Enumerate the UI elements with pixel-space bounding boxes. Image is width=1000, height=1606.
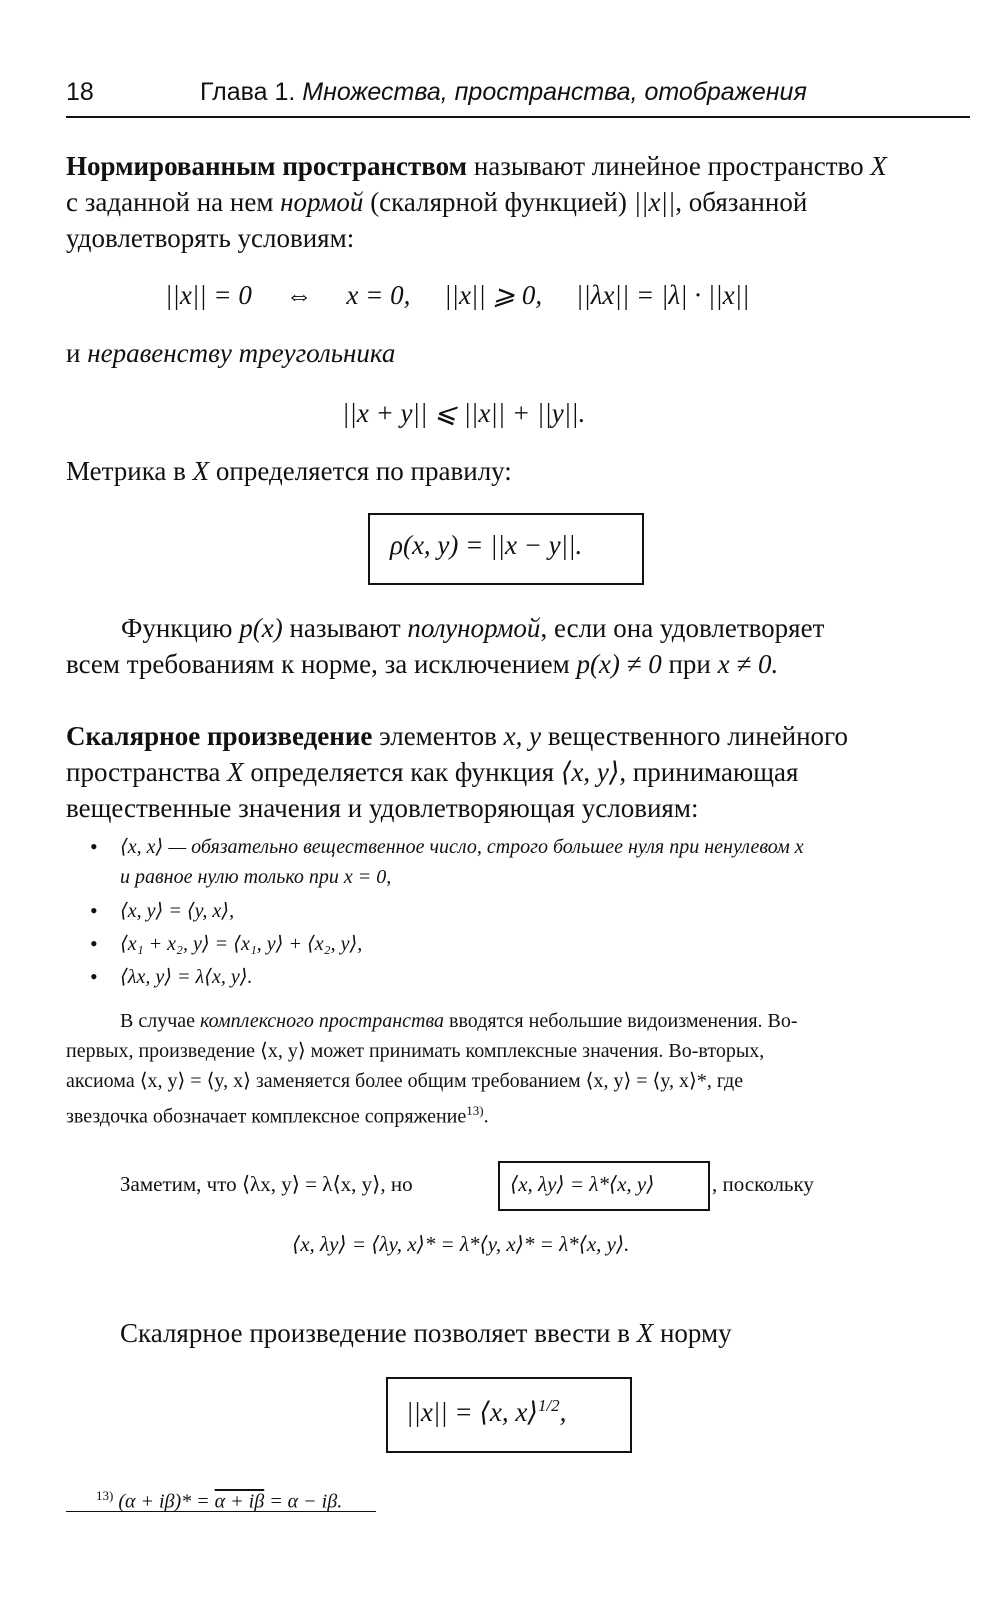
- complex-l2: первых, произведение ⟨x, y⟩ может принимать комплексные значения. Во-вторых,: [66, 1040, 765, 1062]
- seminorm-l1b: называют: [282, 613, 408, 643]
- metric-text2: определяется по правилу:: [209, 456, 512, 486]
- scalar-text5: , принимающая: [619, 757, 799, 787]
- bullet-2: ⟨x, y⟩ = ⟨y, x⟩,: [120, 900, 235, 922]
- note-equation: ⟨x, λy⟩ = ⟨λy, x⟩* = λ*⟨y, x⟩* = λ*⟨x, y⟩.: [292, 1232, 630, 1256]
- scalar-text1: элементов: [372, 721, 504, 751]
- metric-text: Метрика в: [66, 456, 193, 486]
- norm-intro: [120, 1318, 732, 1349]
- complex-word: комплексного пространства: [200, 1010, 445, 1032]
- triangle-inequality: ||x + y|| ⩽ ||x|| + ||y||.: [342, 398, 586, 428]
- xy-symbol: x, y: [503, 721, 542, 751]
- bullet-1-cont: и равное нулю только при x = 0,: [120, 866, 392, 888]
- triangle-word: неравенству треугольника: [87, 338, 396, 368]
- metric-formula: ρ(x, y) = ||x − y||.: [390, 530, 583, 560]
- scalar-text4: определяется как функция: [243, 757, 561, 787]
- metric-line: [66, 456, 512, 487]
- complex-l1b: вводятся небольшие видоизменения. Во-: [444, 1010, 798, 1032]
- complex-l1a: В случае: [120, 1010, 201, 1032]
- footnote: [96, 1488, 342, 1514]
- chapter-header: [200, 78, 807, 107]
- footnote-text: (α + iβ)* =: [118, 1490, 215, 1513]
- bullet-3: ⟨x₁ + x₂, y⟩ = ⟨x₁, y⟩ + ⟨x₂, y⟩,: [120, 933, 363, 955]
- norm-term: Нормированным пространством: [66, 151, 468, 181]
- scalar-text6: вещественные значения и удовлетворяющая условиям:: [66, 793, 699, 823]
- footnote-mark: 13): [96, 1488, 114, 1503]
- scalar-text2: вещественного линейного: [541, 721, 848, 751]
- norm-text5: удовлетворять условиям:: [66, 223, 355, 253]
- norm-intro-a: Скалярное произведение позволяет ввести в: [120, 1318, 637, 1348]
- norm-exponent: 1/2: [537, 1396, 560, 1415]
- norm-text2: с заданной на нем: [66, 187, 281, 217]
- seminorm-cond2: x ≠ 0.: [717, 649, 779, 679]
- px-symbol: p(x): [239, 613, 283, 643]
- norm-formula: [406, 1396, 566, 1428]
- scalar-term: Скалярное произведение: [66, 721, 373, 751]
- footnote-ref: 13): [466, 1103, 484, 1118]
- page-number: 18: [66, 78, 94, 106]
- footnote-end: = α − iβ.: [264, 1490, 343, 1513]
- bullet-dot: •: [90, 931, 98, 956]
- X-symbol: X: [636, 1318, 654, 1348]
- seminorm-l2a: всем требованиям к норме, за исключением: [66, 649, 577, 679]
- bullet-dot: •: [90, 898, 98, 923]
- norm-text1: называют линейное пространство: [467, 151, 871, 181]
- norm-comma: ,: [559, 1397, 567, 1427]
- norm-text4: , обязанной: [675, 187, 808, 217]
- norm-intro-b: норму: [653, 1318, 732, 1348]
- X-symbol: X: [227, 757, 244, 787]
- bullet-1: ⟨x, x⟩ — обязательно вещественное число, строго большее нуля при ненулевом x: [120, 836, 804, 858]
- complex-l4: звездочка обозначает комплексное сопряжение: [66, 1105, 467, 1128]
- norm-conditions: ||x|| = 0 ⇔ x = 0, ||x|| ⩾ 0, ||λx|| = |λ| · ||x||: [165, 280, 750, 310]
- norm-text3: (скалярной функцией): [363, 187, 634, 217]
- X-symbol: X: [870, 151, 887, 181]
- bullet-dot: •: [90, 964, 98, 989]
- note-box-formula: ⟨x, λy⟩ = λ*⟨x, y⟩: [510, 1172, 655, 1196]
- seminorm-cond: p(x) ≠ 0: [576, 649, 662, 679]
- chapter-title: Множества, пространства, отображения: [302, 78, 807, 106]
- triangle-line: [66, 338, 395, 369]
- X-symbol: X: [192, 456, 210, 486]
- header-rule: [66, 116, 970, 118]
- seminorm-l1a: Функцию: [121, 613, 240, 643]
- complex-l4-end: .: [483, 1105, 489, 1128]
- seminorm-paragraph: [66, 610, 970, 682]
- footnote-overline: α + iβ: [214, 1490, 265, 1513]
- complex-paragraph: [66, 1006, 970, 1132]
- note-a: Заметим, что ⟨λx, y⟩ = λ⟨x, y⟩, но: [120, 1172, 413, 1196]
- and-word: и: [66, 338, 88, 368]
- norm-paragraph: [66, 148, 970, 256]
- inner-symbol: ⟨x, y⟩: [560, 757, 620, 787]
- norm-formula-main: ||x|| = ⟨x, x⟩: [406, 1397, 538, 1427]
- scalar-paragraph: [66, 718, 970, 826]
- seminorm-word: полунормой: [407, 613, 541, 643]
- norm-symbol: ||x||: [633, 187, 676, 217]
- norm-word: нормой: [280, 187, 364, 217]
- complex-l3: аксиома ⟨x, y⟩ = ⟨y, x⟩ заменяется более общим требованием ⟨x, y⟩ = ⟨y, x⟩*, где: [66, 1070, 744, 1092]
- seminorm-l1c: , если она удовлетворяет: [540, 613, 825, 643]
- bullet-dot: •: [90, 834, 98, 859]
- seminorm-l2b: при: [661, 649, 718, 679]
- note-b: , поскольку: [712, 1172, 814, 1196]
- scalar-text3: пространства: [66, 757, 228, 787]
- bullet-4: ⟨λx, y⟩ = λ⟨x, y⟩.: [120, 966, 253, 988]
- chapter-label: Глава 1.: [200, 78, 296, 106]
